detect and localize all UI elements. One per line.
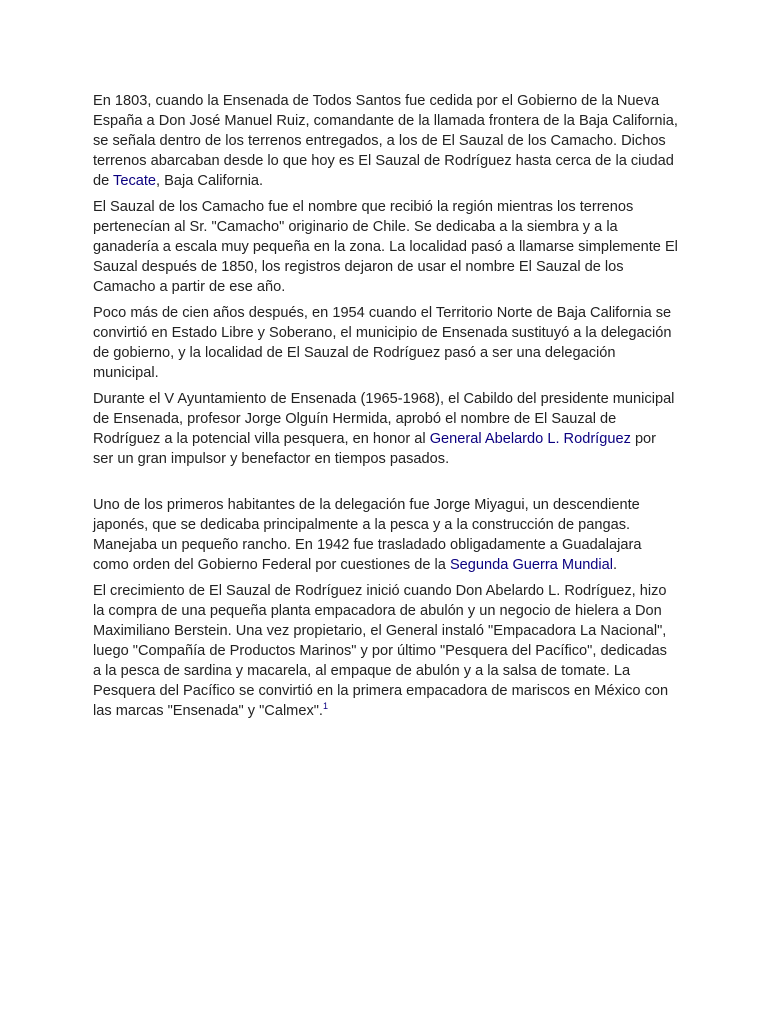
paragraph-5-text-end: .	[613, 557, 618, 573]
paragraph-1	[93, 91, 678, 191]
paragraph-1-text-start: En 1803, cuando la Ensenada de Todos Santos fue cedida por el Gobierno de la Nueva España a Don José Manuel Ruiz, comandante de la llamada frontera de la Baja California, se señala dentro de los terrenos entregados, a los de El Sauzal de los Camacho. Dichos terrenos abarcaban desde lo que hoy es El Sauzal de Rodríguez hasta cerca de la ciudad de	[93, 93, 678, 189]
paragraph-5-text-start: Uno de los primeros habitantes de la delegación fue Jorge Miyagui, un descendiente japonés, que se dedicaba principalmente a la pesca y a la construcción de pangas. Manejaba un pequeño rancho. En 1942 fue trasladado obligadamente a Guadalajara como orden del Gobierno Federal por cuestiones de la	[93, 497, 642, 573]
link-segunda-guerra-mundial[interactable]: Segunda Guerra Mundial	[449, 557, 614, 573]
paragraph-2: El Sauzal de los Camacho fue el nombre que recibió la región mientras los terrenos pertenecían al Sr. "Camacho" originario de Chile. Se dedicaba a la siembra y a la ganadería a escala muy pequeña en la zona. La localidad pasó a llamarse simplemente El Sauzal después de 1850, los registros dejaron de usar el nombre El Sauzal de los Camacho a partir de ese año.	[93, 199, 678, 295]
paragraph-3: Poco más de cien años después, en 1954 cuando el Territorio Norte de Baja California se convirtió en Estado Libre y Soberano, el municipio de Ensenada sustituyó a la delegación de gobierno, y la localidad de El Sauzal de Rodríguez pasó a ser una delegación municipal.	[93, 305, 672, 381]
article-body	[93, 91, 678, 727]
paragraph-5	[93, 495, 678, 575]
paragraph-4	[93, 389, 678, 469]
paragraph-6-text: El crecimiento de El Sauzal de Rodríguez inició cuando Don Abelardo L. Rodríguez, hizo la compra de una pequeña planta empacadora de abulón y un negocio de hielera a Don Maximiliano Berstein. Una vez propietario, el General instaló "Empacadora La Nacional", luego "Compañía de Productos Marinos" y por último "Pesquera del Pacífico", dedicadas a la pesca de sardina y macarela, al empaque de abulón y a la salsa de tomate. La Pesquera del Pacífico se convirtió en la primera empacadora de mariscos en México con las marcas "Ensenada" y "Calmex".	[93, 583, 669, 719]
link-tecate[interactable]: Tecate	[113, 173, 157, 189]
paragraph-1-text-end: , Baja California.	[156, 173, 264, 189]
link-general-abelardo-rodriguez[interactable]: General Abelardo L. Rodríguez	[429, 431, 631, 447]
paragraph-6	[93, 581, 678, 721]
paragraph-4-text-start: Durante el V Ayuntamiento de Ensenada (1965-1968), el Cabildo del presidente municipal de Ensenada, profesor Jorge Olguín Hermida, aprobó el nombre de El Sauzal de Rodríguez a la potencial villa pesquera, en honor al	[93, 391, 675, 447]
paragraph-4-text-end: por ser un gran impulsor y benefactor en tiempos pasados.	[93, 431, 657, 467]
footnote-reference[interactable]: 1	[323, 701, 329, 711]
